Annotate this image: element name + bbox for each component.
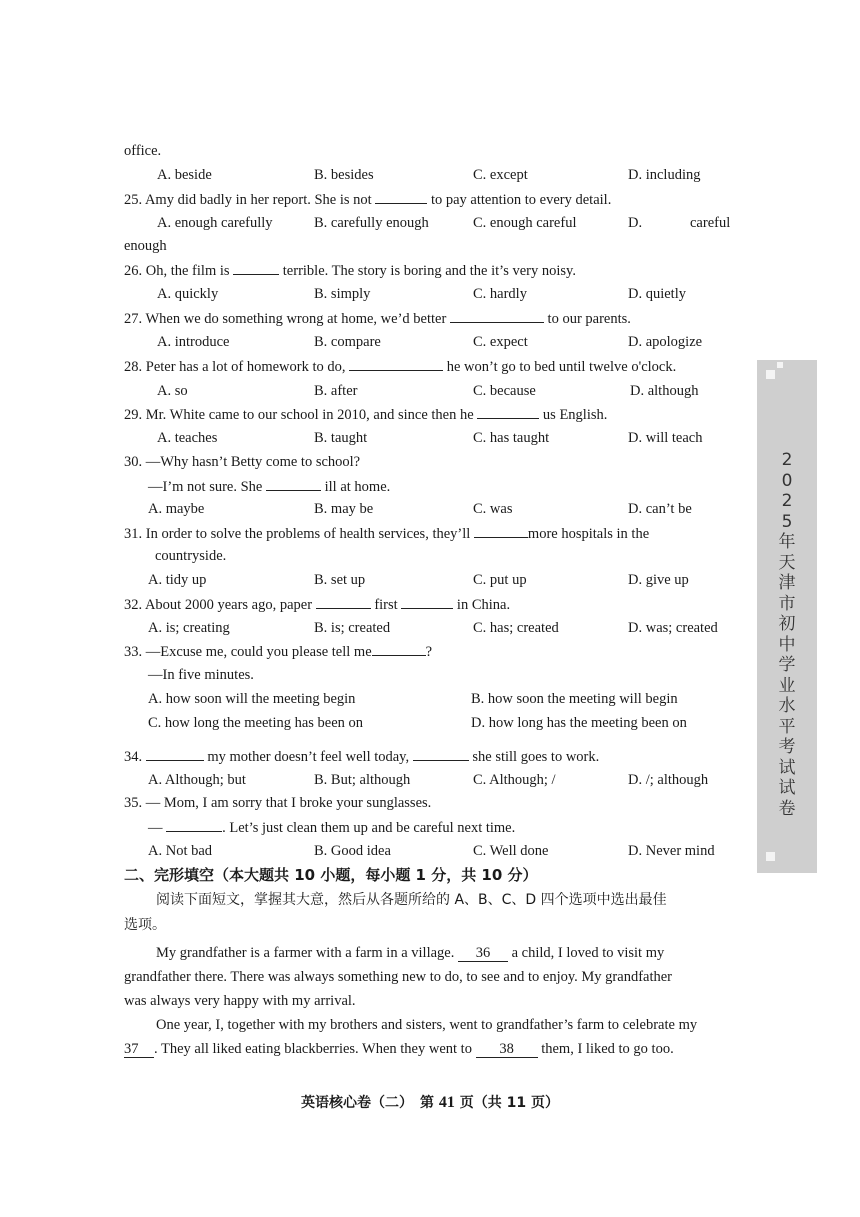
page-footer: 英语核心卷（二） 第 41 页（共 11 页） <box>301 1094 559 1111</box>
option-b: B. Good idea <box>314 843 391 859</box>
side-title: 2 0 2 5 年 天 津 市 初 中 学 业 水 平 考 试 试 卷 <box>778 450 796 819</box>
option-d: D. was; created <box>628 620 718 636</box>
question-35-response: — . Let’s just clean them up and be careful next time. <box>148 820 516 836</box>
option-b: B. carefully enough <box>314 215 429 231</box>
option-a: A. quickly <box>157 286 219 302</box>
answer-blank <box>233 261 279 275</box>
section-heading: 二、完形填空（本大题共 10 小题，每小题 1 分，共 10 分） <box>124 866 538 884</box>
question-31: 31. In order to solve the problems of health services, they’ll more hospitals in the <box>124 526 650 542</box>
option-d: D. apologize <box>628 334 703 350</box>
answer-blank <box>375 190 427 204</box>
question-27: 27. When we do something wrong at home, we’d better to our parents. <box>124 311 631 327</box>
side-tab <box>757 360 817 873</box>
answer-blank <box>166 818 222 832</box>
question-25: 25. Amy did badly in her report. She is not to pay attention to every detail. <box>124 192 612 208</box>
answer-blank <box>450 309 544 323</box>
answer-blank <box>474 524 528 538</box>
option-d: D. including <box>628 167 701 183</box>
option-d-wrap: enough <box>124 238 167 254</box>
option-b: B. taught <box>314 430 368 446</box>
answer-blank <box>413 747 469 761</box>
answer-blank <box>349 357 443 371</box>
question-34: 34. my mother doesn’t feel well today, she still goes to work. <box>124 749 600 765</box>
option-d: D. Never mind <box>628 843 715 859</box>
blank-38: 38 <box>476 1041 538 1058</box>
option-a: A. Although; but <box>148 772 246 788</box>
option-a: A. maybe <box>148 501 205 517</box>
option-a: A. how soon will the meeting begin <box>148 691 356 707</box>
option-c: C. has taught <box>473 430 550 446</box>
blank-36: 36 <box>458 945 508 962</box>
option-c: C. except <box>473 167 528 183</box>
blank-37: 37 <box>124 1041 154 1058</box>
passage-line4: One year, I, together with my brothers and sisters, went to grandfather’s farm to celebrate my <box>156 1017 698 1033</box>
option-a: A. tidy up <box>148 572 207 588</box>
answer-blank <box>316 595 371 609</box>
option-c: C. Well done <box>473 843 549 859</box>
passage-line5: 37 . They all liked eating blackberries. When they went to 38 them, I liked to go too. <box>124 1041 674 1057</box>
answer-blank <box>372 642 426 656</box>
question-32: 32. About 2000 years ago, paper first in China. <box>124 597 511 613</box>
question-29: 29. Mr. White came to our school in 2010, and since then he us English. <box>124 407 608 423</box>
decor-square <box>766 370 775 379</box>
question-30-response: —I’m not sure. She ill at home. <box>148 479 391 495</box>
passage-line1: My grandfather is a farmer with a farm in a village. 36 a child, I loved to visit my <box>156 945 665 961</box>
answer-blank <box>401 595 453 609</box>
option-d-text: careful <box>690 215 731 231</box>
option-b: B. set up <box>314 572 366 588</box>
answer-blank <box>266 477 321 491</box>
option-d: D. although <box>630 383 699 399</box>
option-a: A. beside <box>157 167 212 183</box>
option-c: C. because <box>473 383 536 399</box>
question-31-wrap: countryside. <box>155 548 227 564</box>
option-d-label: D. <box>628 215 643 231</box>
option-d: D. give up <box>628 572 689 588</box>
option-a: A. introduce <box>157 334 230 350</box>
option-a: A. is; creating <box>148 620 230 636</box>
question-28: 28. Peter has a lot of homework to do, he won’t go to bed until twelve o'clock. <box>124 359 677 375</box>
option-d: D. quietly <box>628 286 686 302</box>
option-d: D. how long has the meeting been on <box>471 715 687 731</box>
option-b: B. besides <box>314 167 374 183</box>
option-c: C. hardly <box>473 286 527 302</box>
answer-blank <box>146 747 204 761</box>
option-c: C. was <box>473 501 513 517</box>
question-33-response: —In five minutes. <box>148 667 254 683</box>
option-a: A. so <box>157 383 188 399</box>
option-c: C. enough careful <box>473 215 577 231</box>
option-d: D. will teach <box>628 430 703 446</box>
passage-line3: was always very happy with my arrival. <box>124 993 356 1009</box>
decor-square <box>777 362 783 368</box>
option-b: B. how soon the meeting will begin <box>471 691 678 707</box>
question-33: 33. —Excuse me, could you please tell me ? <box>124 644 433 660</box>
option-c: C. Although; / <box>473 772 556 788</box>
option-b: B. after <box>314 383 358 399</box>
question-26: 26. Oh, the film is terrible. The story is boring and the it’s very noisy. <box>124 263 576 279</box>
option-c: C. has; created <box>473 620 559 636</box>
instruction-line2: 选项。 <box>124 917 166 933</box>
instruction-line1: 阅读下面短文，掌握其大意，然后从各题所给的 A、B、C、D 四个选项中选出最佳 <box>156 892 667 908</box>
option-b: B. But; although <box>314 772 411 788</box>
passage-line2: grandfather there. There was always something new to do, to see and to enjoy. My grandfather <box>124 969 673 985</box>
question-30: 30. —Why hasn’t Betty come to school? <box>124 454 361 470</box>
option-d: D. /; although <box>628 772 709 788</box>
option-b: B. simply <box>314 286 371 302</box>
decor-square <box>766 852 775 861</box>
option-b: B. may be <box>314 501 374 517</box>
option-c: C. how long the meeting has been on <box>148 715 364 731</box>
page-number: 41 <box>438 1094 455 1111</box>
question-35: 35. — Mom, I am sorry that I broke your sunglasses. <box>124 795 432 811</box>
option-c: C. expect <box>473 334 528 350</box>
option-b: B. is; created <box>314 620 391 636</box>
question-24-continuation: office. <box>124 143 162 159</box>
option-a: A. enough carefully <box>157 215 273 231</box>
option-c: C. put up <box>473 572 527 588</box>
option-b: B. compare <box>314 334 381 350</box>
option-a: A. teaches <box>157 430 218 446</box>
option-d: D. can’t be <box>628 501 692 517</box>
option-a: A. Not bad <box>148 843 213 859</box>
answer-blank <box>477 405 539 419</box>
